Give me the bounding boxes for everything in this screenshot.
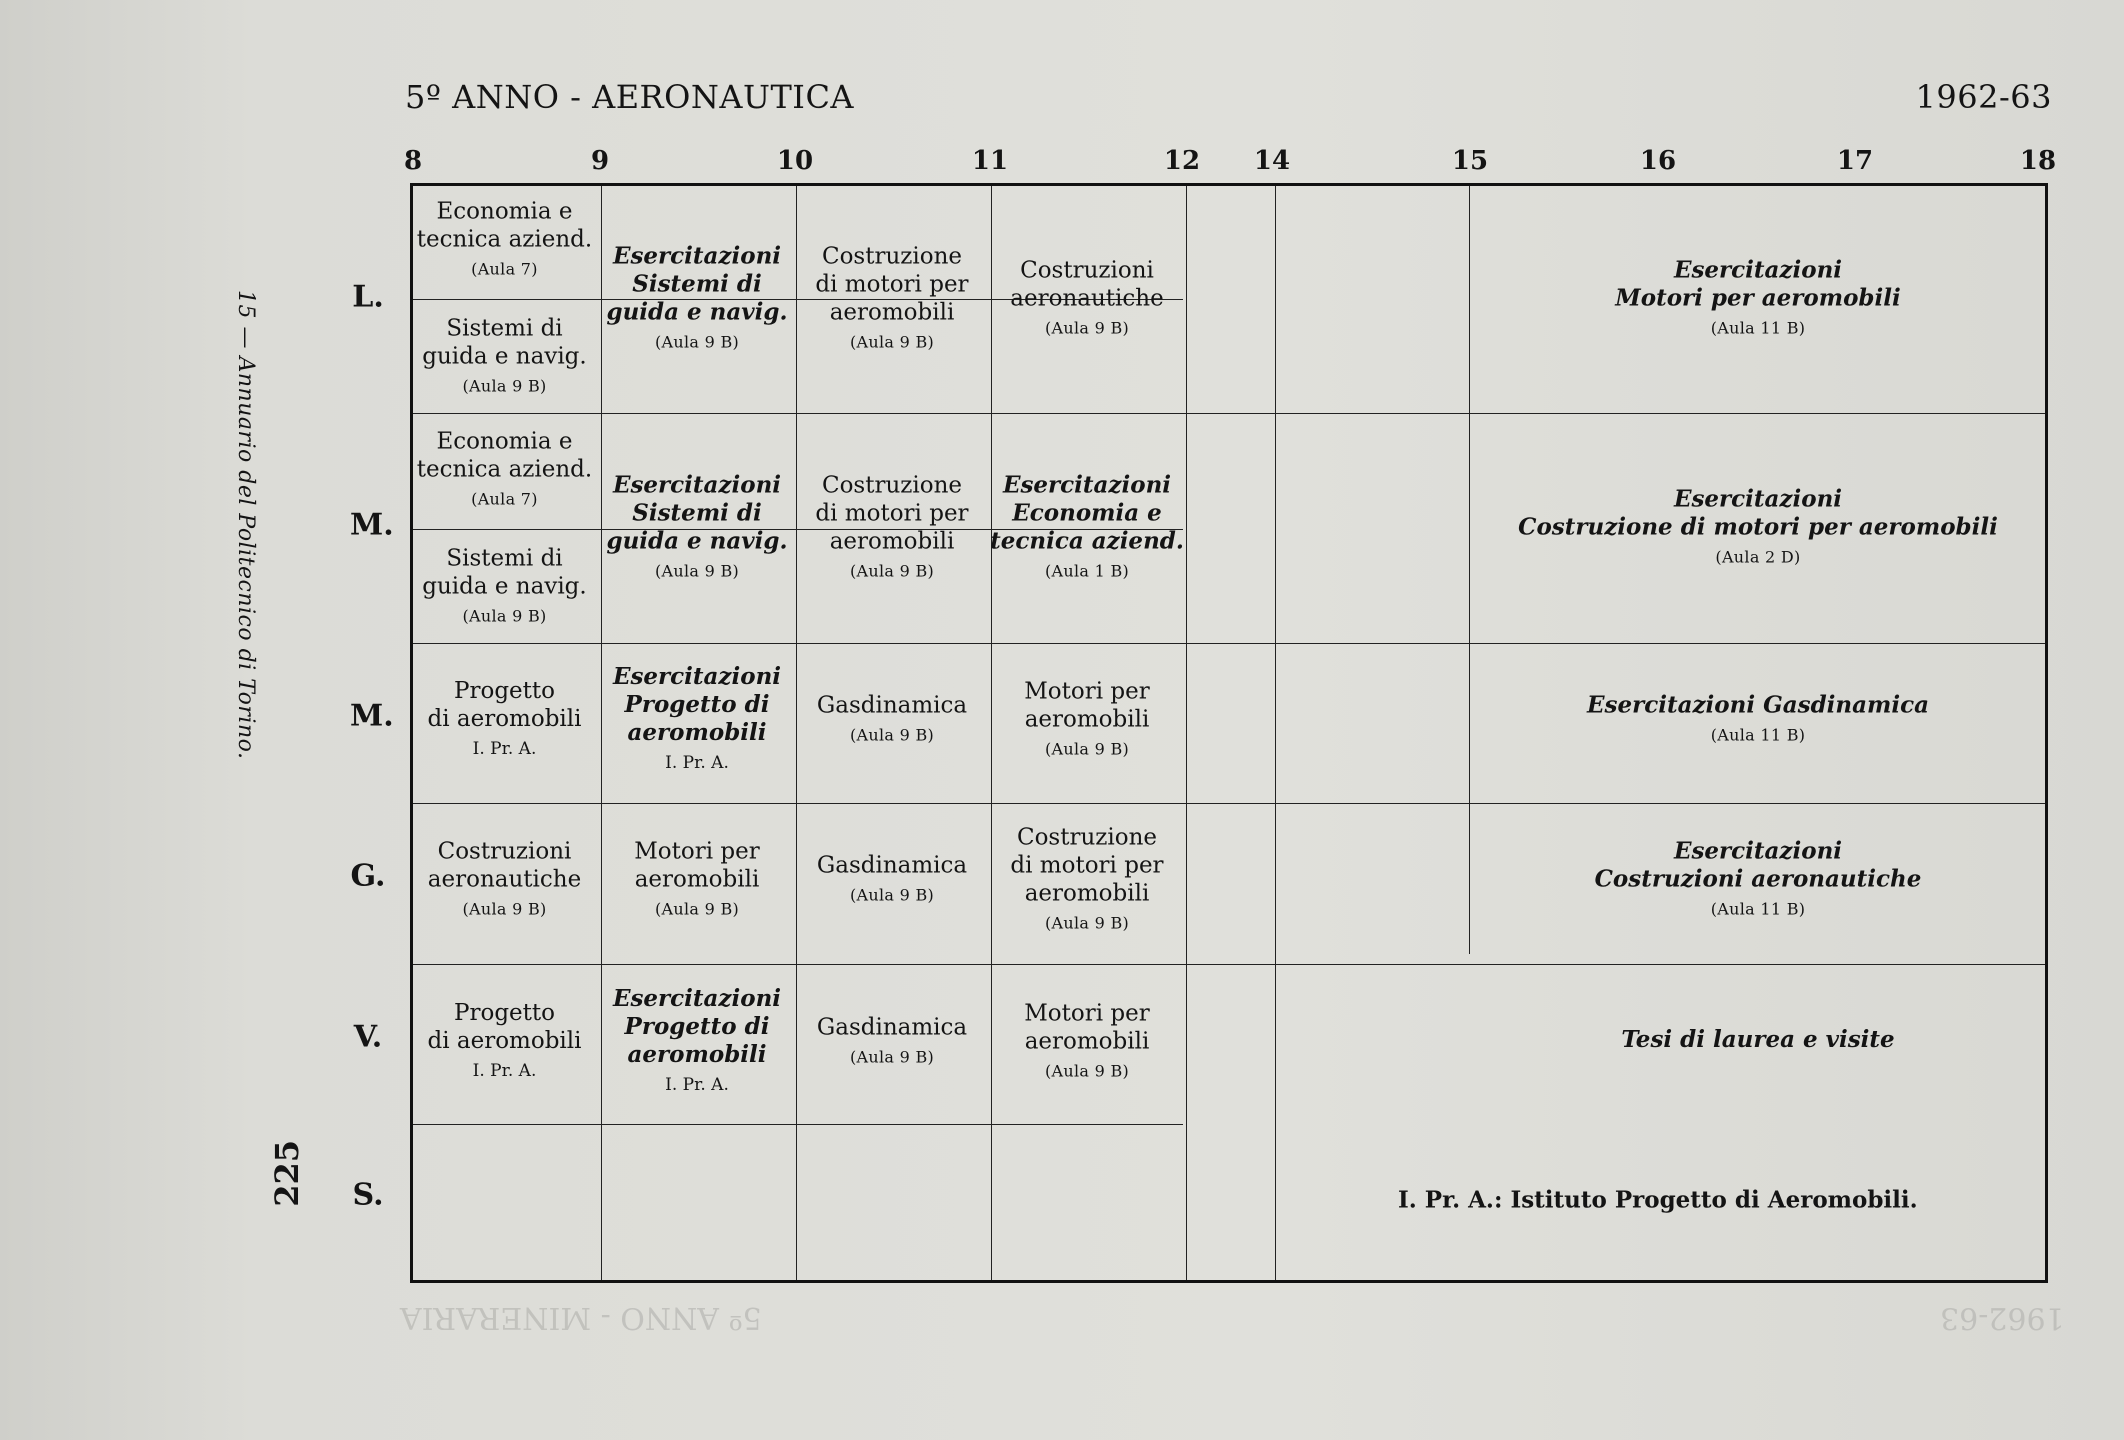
institute-label: I. Pr. A. xyxy=(472,1061,537,1081)
subject-line: Esercitazioni xyxy=(1673,485,1843,513)
room-label: (Aula 9 B) xyxy=(849,885,935,905)
subject-line: Motori per aeromobili xyxy=(1615,284,1901,312)
grid-line xyxy=(413,964,2045,965)
subject-line: aeromobili xyxy=(1024,1028,1150,1055)
slot-fri-9 xyxy=(600,985,794,1095)
slot-thu-10 xyxy=(795,852,989,905)
day-label-thursday: G. xyxy=(350,858,386,894)
slot-tue-afternoon xyxy=(1470,486,2046,567)
subject-line: Progetto di xyxy=(624,691,770,718)
subject-line: Economia e xyxy=(1012,499,1162,527)
subject-line: Gasdinamica xyxy=(816,1014,968,1041)
slot-thu-afternoon xyxy=(1470,838,2046,919)
slot-tue-10 xyxy=(795,472,989,581)
slot-thu-9 xyxy=(600,838,794,919)
grid-line xyxy=(413,643,2045,644)
subject-line: Sistemi di xyxy=(632,499,762,527)
room-label: (Aula 9 B) xyxy=(849,725,935,745)
subject-line: Esercitazioni Gasdinamica xyxy=(1586,691,1930,719)
slot-tue-9 xyxy=(600,472,794,581)
slot-mon-8-sistemi xyxy=(412,315,597,396)
room-label: (Aula 9 B) xyxy=(1044,318,1130,338)
page-header xyxy=(405,78,2052,124)
hour-label: 18 xyxy=(2019,146,2057,176)
room-label: (Aula 9 B) xyxy=(1044,739,1130,759)
slot-mon-8-economia xyxy=(412,198,597,279)
room-label: (Aula 9 B) xyxy=(462,606,547,626)
slot-wed-afternoon xyxy=(1470,692,2046,745)
subject-line: di aeromobili xyxy=(427,706,582,732)
slot-wed-8 xyxy=(412,677,597,759)
subject-line: aeromobili xyxy=(829,528,955,555)
grid-line xyxy=(1469,413,2045,414)
subject-line: Economia e xyxy=(436,198,573,225)
subject-line: tecnica aziend. xyxy=(416,226,593,253)
subject-line: guida e navig. xyxy=(422,343,587,370)
room-label: (Aula 9 B) xyxy=(654,561,740,581)
subject-line: guida e navig. xyxy=(606,298,788,326)
room-label: (Aula 11 B) xyxy=(1710,318,1806,338)
subject-line: di motori per xyxy=(1010,852,1164,879)
slot-fri-8 xyxy=(412,999,597,1081)
subject-line: Tesi di laurea e visite xyxy=(1621,1026,1895,1053)
subject-line: aeronautiche xyxy=(427,866,582,893)
slot-mon-10 xyxy=(795,243,989,352)
subject-line: di motori per xyxy=(815,500,969,527)
day-label-wednesday: M. xyxy=(350,698,394,734)
footnote: I. Pr. A.: Istituto Progetto di Aeromobili. xyxy=(1398,1186,1918,1214)
subject-line: guida e navig. xyxy=(606,527,788,555)
institute-label: I. Pr. A. xyxy=(472,739,537,759)
slot-wed-9 xyxy=(600,663,794,773)
subject-line: Motori per xyxy=(1024,678,1150,705)
grid-line xyxy=(413,1124,1183,1125)
hour-label: 12 xyxy=(1163,146,1201,176)
subject-line: Costruzioni xyxy=(437,838,572,865)
subject-line: di motori per xyxy=(815,271,969,298)
slot-tue-8-economia xyxy=(412,428,597,509)
subject-line: Progetto di xyxy=(624,1013,770,1040)
subject-line: tecnica aziend. xyxy=(990,527,1184,555)
hour-label: 17 xyxy=(1836,146,1874,176)
page-number: 225 xyxy=(268,1140,306,1207)
room-label: (Aula 11 B) xyxy=(1710,899,1806,919)
slot-tue-11 xyxy=(990,472,1184,581)
subject-line: di aeromobili xyxy=(427,1028,582,1054)
room-label: (Aula 2 D) xyxy=(1715,547,1801,567)
subject-line: aeromobili xyxy=(829,299,955,326)
room-label: (Aula 9 B) xyxy=(462,899,547,919)
hour-label: 10 xyxy=(776,146,814,176)
room-label: (Aula 7) xyxy=(471,489,538,509)
slot-thu-8 xyxy=(412,838,597,919)
subject-line: aeromobili xyxy=(1024,706,1150,733)
hour-label: 14 xyxy=(1253,146,1291,176)
slot-fri-afternoon xyxy=(1470,1026,2046,1054)
subject-line: aeromobili xyxy=(627,719,767,746)
subject-line: Costruzione xyxy=(821,243,963,270)
slot-fri-11 xyxy=(990,1000,1184,1081)
side-caption: 15 — Annuario del Politecnico di Torino. xyxy=(233,290,258,760)
slot-tue-8-sistemi xyxy=(412,545,597,626)
institute-label: I. Pr. A. xyxy=(665,1075,729,1095)
subject-line: Esercitazioni xyxy=(1673,256,1843,284)
day-label-friday: V. xyxy=(353,1019,383,1055)
slot-mon-afternoon xyxy=(1470,257,2046,338)
room-label: (Aula 9 B) xyxy=(849,561,935,581)
hour-label: 9 xyxy=(590,146,610,176)
grid-line xyxy=(1275,186,1276,1280)
room-label: (Aula 9 B) xyxy=(654,899,740,919)
hour-label: 8 xyxy=(403,146,423,176)
subject-line: Esercitazioni xyxy=(612,242,782,270)
subject-line: Progetto xyxy=(454,678,555,704)
subject-line: Esercitazioni xyxy=(612,985,782,1012)
academic-year: 1962-63 xyxy=(1915,78,2052,116)
subject-line: Sistemi di xyxy=(632,270,762,298)
room-label: (Aula 9 B) xyxy=(849,332,935,352)
slot-wed-11 xyxy=(990,678,1184,759)
subject-line: Esercitazioni xyxy=(1673,837,1843,865)
room-label: (Aula 9 B) xyxy=(654,332,740,352)
slot-fri-10 xyxy=(795,1014,989,1067)
subject-line: Sistemi di xyxy=(446,545,563,572)
subject-line: Motori per xyxy=(1024,1000,1150,1027)
subject-line: Economia e xyxy=(436,428,573,455)
day-label-monday: L. xyxy=(352,279,384,315)
subject-line: Esercitazioni xyxy=(612,663,782,690)
subject-line: aeromobili xyxy=(634,866,760,893)
page-title: 5º ANNO - AERONAUTICA xyxy=(405,78,855,116)
subject-line: aeronautiche xyxy=(1010,285,1164,312)
hour-label: 11 xyxy=(971,146,1009,176)
subject-line: Esercitazioni xyxy=(612,471,782,499)
subject-line: guida e navig. xyxy=(422,573,587,600)
room-label: (Aula 11 B) xyxy=(1710,725,1806,745)
subject-line: aeromobili xyxy=(627,1041,767,1068)
subject-line: Costruzioni aeronautiche xyxy=(1594,865,1922,893)
slot-mon-11 xyxy=(990,257,1184,338)
room-label: (Aula 9 B) xyxy=(1044,1061,1130,1081)
subject-line: aeromobili xyxy=(1024,880,1150,907)
slot-mon-9 xyxy=(600,243,794,352)
hour-label: 15 xyxy=(1451,146,1489,176)
subject-line: Esercitazioni xyxy=(1002,471,1172,499)
grid-line xyxy=(1186,186,1187,1280)
institute-label: I. Pr. A. xyxy=(665,753,729,773)
subject-line: Costruzioni xyxy=(1020,257,1154,284)
subject-line: Sistemi di xyxy=(446,315,563,342)
slot-thu-11 xyxy=(990,824,1184,933)
subject-line: Costruzione xyxy=(1016,824,1158,851)
room-label: (Aula 9 B) xyxy=(849,1047,935,1067)
room-label: (Aula 9 B) xyxy=(1044,913,1130,933)
subject-line: Gasdinamica xyxy=(816,692,968,719)
day-label-saturday: S. xyxy=(352,1177,384,1213)
room-label: (Aula 1 B) xyxy=(1044,561,1130,581)
day-label-tuesday: M. xyxy=(350,507,394,543)
subject-line: Progetto xyxy=(454,1000,555,1026)
room-label: (Aula 9 B) xyxy=(462,376,547,396)
grid-line xyxy=(413,803,2045,804)
subject-line: Costruzione xyxy=(821,472,963,499)
subject-line: Costruzione di motori per aeromobili xyxy=(1518,513,1998,541)
hour-label: 16 xyxy=(1639,146,1677,176)
slot-wed-10 xyxy=(795,692,989,745)
subject-line: tecnica aziend. xyxy=(416,456,593,483)
show-through-year: 1962-63 xyxy=(1940,1300,2065,1335)
subject-line: Motori per xyxy=(634,838,760,865)
subject-line: Gasdinamica xyxy=(816,852,968,879)
room-label: (Aula 7) xyxy=(471,259,538,279)
show-through-title: 5º ANNO - MINERARIA xyxy=(400,1300,762,1335)
